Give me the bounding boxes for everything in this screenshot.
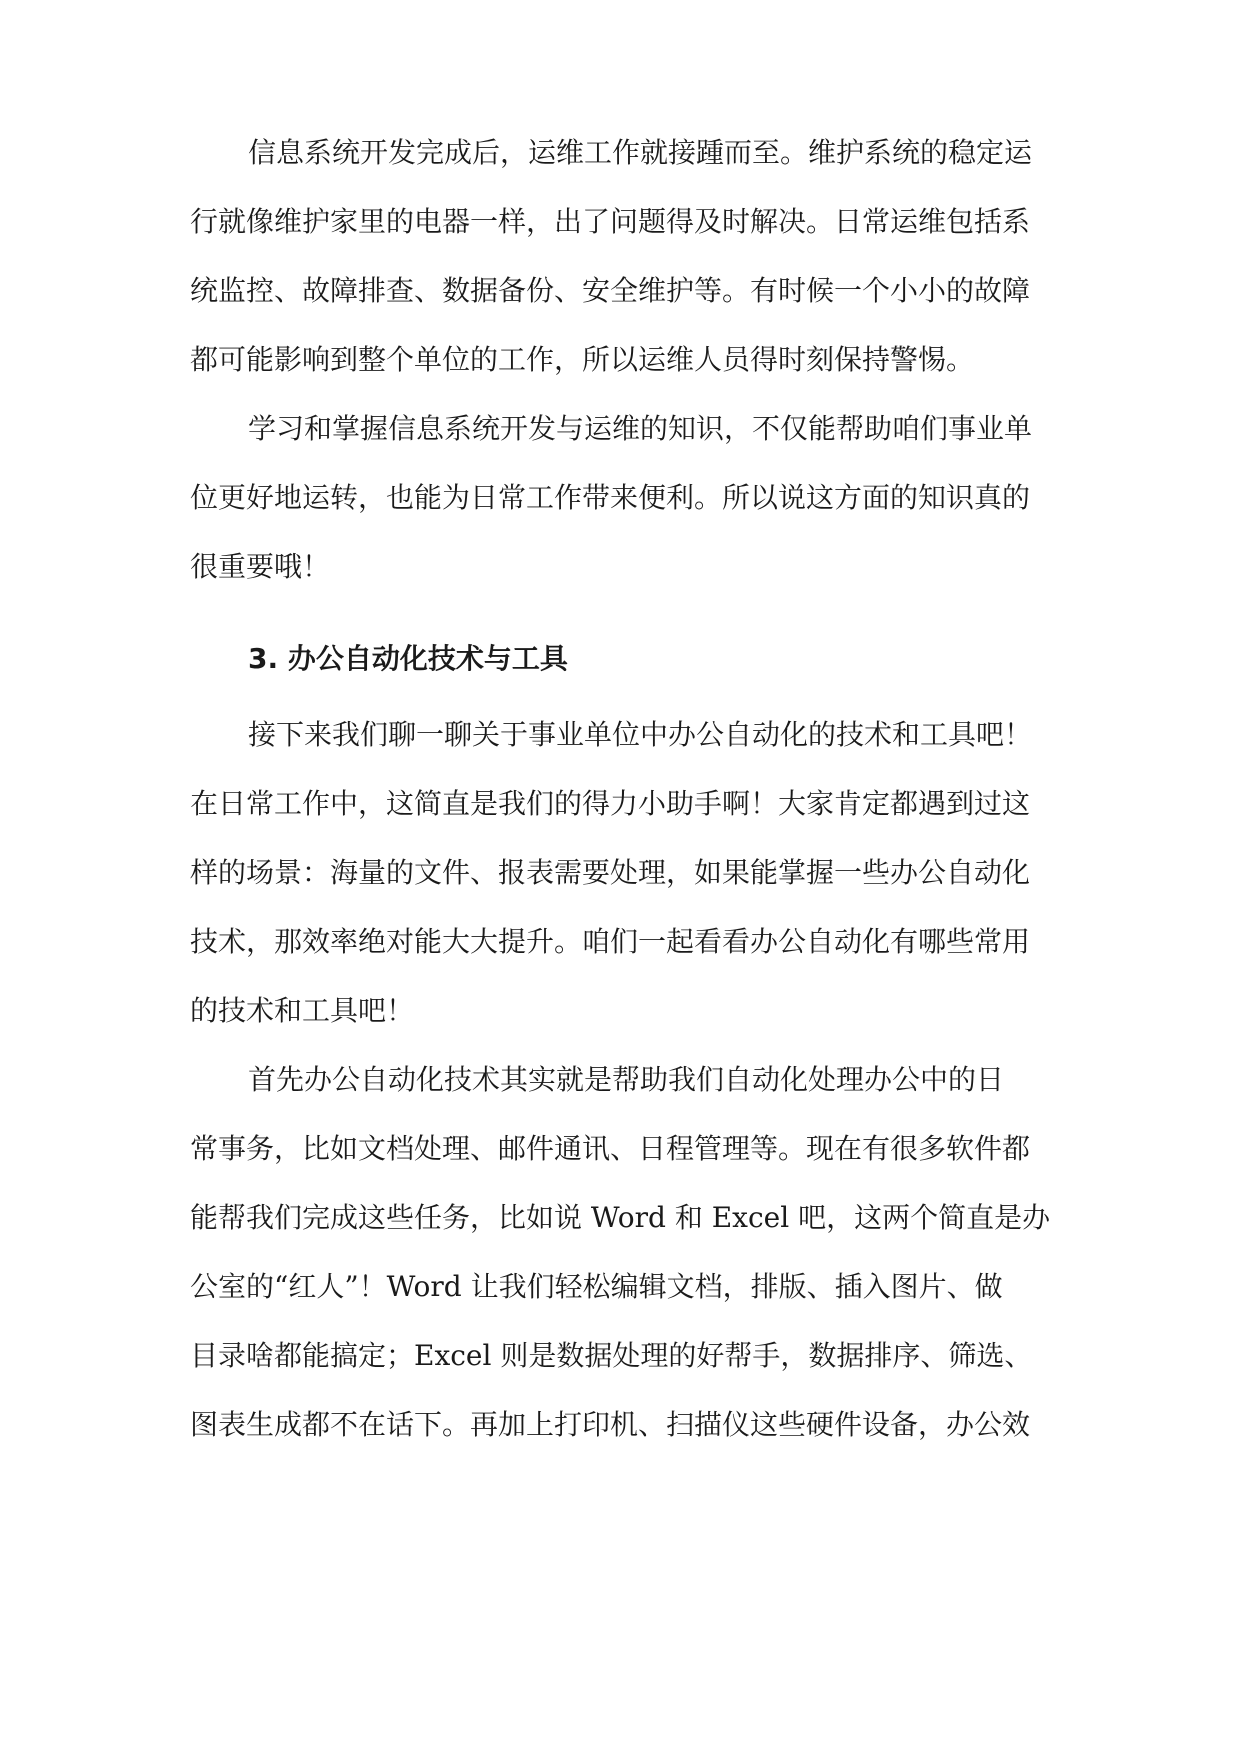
paragraph-line: 技术，那效率绝对能大大提升。咱们一起看看办公自动化有哪些常用 [190,925,1031,958]
paragraph-line: 常事务，比如文档处理、邮件通讯、日程管理等。现在有很多软件都 [190,1132,1031,1165]
paragraph-line: 信息系统开发完成后，运维工作就接踵而至。维护系统的稳定运 [248,136,1033,169]
paragraph-line: 目录啥都能搞定；Excel 则是数据处理的好帮手，数据排序、筛选、 [190,1339,1033,1372]
paragraph-line: 能帮我们完成这些任务，比如说 Word 和 Excel 吧，这两个简直是办 [190,1201,1051,1234]
paragraph-line: 接下来我们聊一聊关于事业单位中办公自动化的技术和工具吧！ [248,718,1033,751]
paragraph-line: 公室的“红人”！Word 让我们轻松编辑文档，排版、插入图片、做 [190,1270,1003,1303]
paragraph-line: 首先办公自动化技术其实就是帮助我们自动化处理办公中的日 [248,1063,1005,1096]
paragraph-line: 都可能影响到整个单位的工作，所以运维人员得时刻保持警惕。 [190,343,975,376]
paragraph-line: 图表生成都不在话下。再加上打印机、扫描仪这些硬件设备，办公效 [190,1408,1031,1441]
paragraph-line: 行就像维护家里的电器一样，出了问题得及时解决。日常运维包括系 [190,205,1031,238]
paragraph-line: 很重要哦！ [190,550,331,583]
paragraph-line: 统监控、故障排查、数据备份、安全维护等。有时候一个小小的故障 [190,274,1031,307]
paragraph-line: 学习和掌握信息系统开发与运维的知识，不仅能帮助咱们事业单 [248,412,1033,445]
paragraph-line: 在日常工作中，这简直是我们的得力小助手啊！大家肯定都遇到过这 [190,787,1031,820]
paragraph-line: 位更好地运转，也能为日常工作带来便利。所以说这方面的知识真的 [190,481,1031,514]
paragraph-line: 样的场景：海量的文件、报表需要处理，如果能掌握一些办公自动化 [190,856,1031,889]
section-heading: 3. 办公自动化技术与工具 [248,642,568,675]
paragraph-line: 的技术和工具吧！ [190,994,415,1027]
